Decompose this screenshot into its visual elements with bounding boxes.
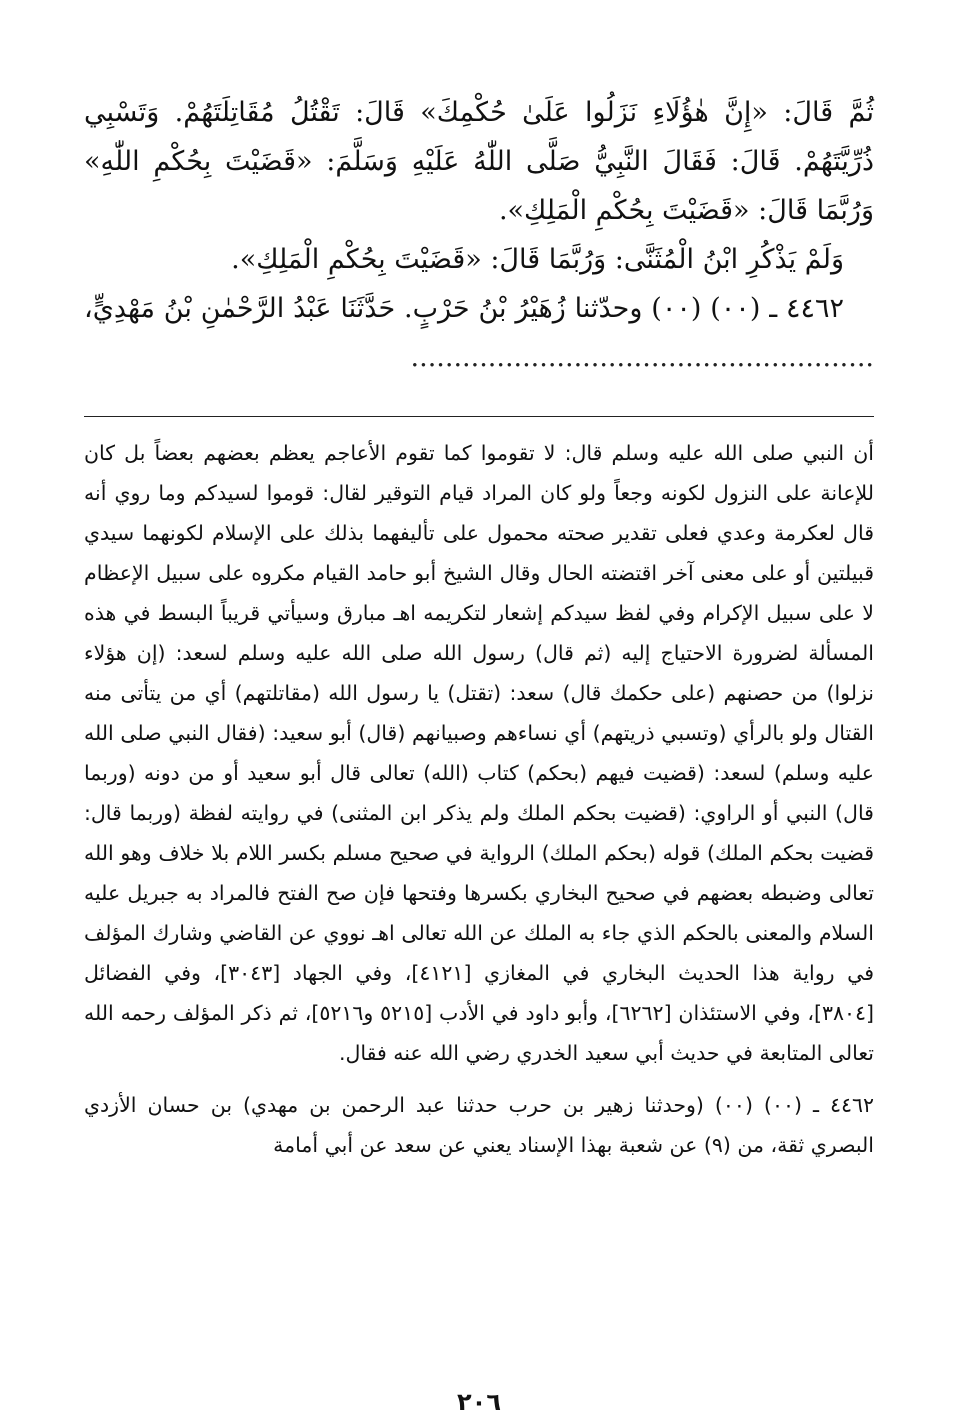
ellipsis-dots: ...................................................... <box>410 342 874 373</box>
hadith-note-paragraph: وَلَمْ يَذْكُرِ ابْنُ الْمُثَنَّى: وَرُبَّمَا قَالَ: «قَضَيْتَ بِحُكْمِ الْمَلِكِ». <box>231 244 844 275</box>
hadith-chain-text: ٤٤٦٢ ـ (٠٠) (٠٠) وحدّثنا زُهَيْرُ بْنُ حَرْبٍ. حَدَّثَنَا عَبْدُ الرَّحْمٰنِ بْنُ مَهْدِيٍّ، <box>84 293 845 324</box>
footnote-divider <box>84 416 874 417</box>
page-number: ٢٠٦ <box>457 1388 501 1416</box>
commentary-paragraph: أن النبي صلى الله عليه وسلم قال: لا تقوموا كما تقوم الأعاجم يعظم بعضهم بعضاً بل كان للإعانة على النزول لكونه وجعاً ولو كان المراد قيام التوقير لقال: قوموا لسيدكم وما روي أنه قال لعكرمة وعدي فعلى تقدير صحته محمول على تأليفهما بذلك على الإسلام لكونهما سيدي قبيلتين أو على معنى آخر اقتضته الحال وقال الشيخ أبو حامد القيام مكروه على سبيل الإعظام لا على سبيل الإكرام وفي لفظ سيدكم إشعار لتكريمه اهـ مبارق وسيأتي قريباً البسط في هذه المسألة لضرورة الاحتياج إليه (ثم قال) رسول الله صلى الله عليه وسلم لسعد: (إن هؤلاء نزلوا) من حصنهم (على حكمك قال) سعد: (تقتل) يا رسول الله (مقاتلتهم) أي من يتأتى منه القتال ولو بالرأي (وتسبي ذريتهم) أي نساءهم وصبيانهم (قال) أبو سعيد: (فقال النبي صلى الله عليه وسلم) لسعد: (قضيت فيهم (بحكم) كتاب (الله) تعالى قال أبو سعيد أو من دونه (وربما قال) النبي أو الراوي: (قضيت بحكم الملك ولم يذكر ابن المثنى) في روايته لفظة (وربما قال: قضيت بحكم الملك) قوله (بحكم الملك) الرواية في صحيح مسلم بكسر اللام بلا خلاف وهو الله تعالى وضبطه بعضهم في صحيح البخاري بكسرها وفتحها فإن صح الفتح فالمراد به جبريل عليه السلام والمعنى بالحكم الذي جاء به الملك عن الله تعالى اهـ نووي عن القاضي وشارك المؤلف في رواية هذا الحديث البخاري في المغازي [٤١٢١]، وفي الجهاد [٣٠٤٣]، وفي الفضائل [٣٨٠٤]، وفي الاستئذان [٦٢٦٢]، وأبو داود في الأدب [٥٢١٥ و٥٢١٦]، ثم ذكر المؤلف رحمه الله تعالى المتابعة في حديث أبي سعيد الخدري رضي الله عنه فقال. <box>84 441 875 1065</box>
hadith-chain-paragraph <box>84 284 874 382</box>
hadith-paragraph: ثُمَّ قَالَ: «إِنَّ هٰؤُلَاءِ نَزَلُوا عَلَىٰ حُكْمِكَ» قَالَ: تَقْتُلُ مُقَاتِلَتَهُمْ. وَتَسْبِي ذُرِّيَّتَهُمْ. قَالَ: فَقَالَ النَّبِيُّ صَلَّى اللّٰهُ عَلَيْهِ وَسَلَّمَ: «قَضَيْتَ بِحُكْمِ اللّٰهِ» وَرُبَّمَا قَالَ: «قَضَيْتَ بِحُكْمِ الْمَلِكِ». <box>84 97 874 226</box>
commentary-section <box>84 433 874 1165</box>
book-page <box>84 88 875 1416</box>
commentary-chain-paragraph: ٤٤٦٢ ـ (٠٠) (٠٠) (وحدثنا زهير بن حرب حدثنا عبد الرحمن بن مهدي) بن حسان الأزدي البصري ثقة، من (٩) عن شعبة بهذا الإسناد يعني عن سعد عن أبي أمامة <box>84 1093 875 1157</box>
hadith-text <box>84 88 874 382</box>
